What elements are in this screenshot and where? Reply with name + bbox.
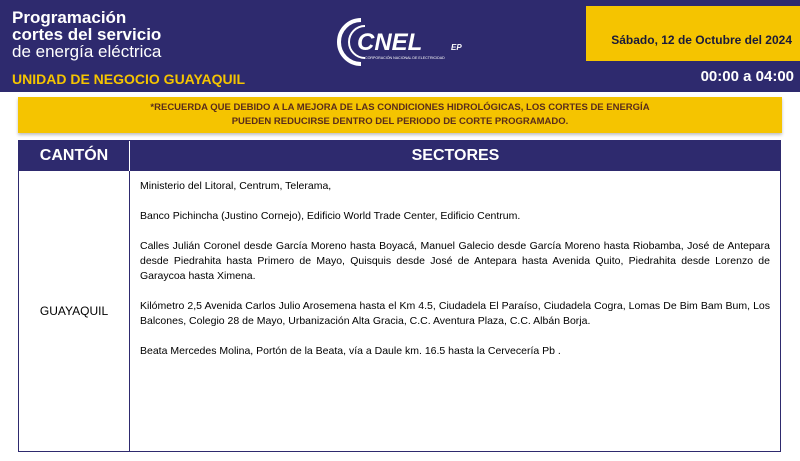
business-unit-label: UNIDAD DE NEGOCIO GUAYAQUIL — [12, 71, 246, 87]
logo-tagline: CORPORACIÓN NACIONAL DE ELECTRICIDAD — [365, 56, 445, 60]
sector-paragraph: Ministerio del Litoral, Centrum, Telerama, — [140, 180, 332, 192]
column-divider — [129, 171, 130, 451]
date-box — [586, 6, 800, 61]
logo-brand: CNEL — [357, 29, 423, 56]
notice-line: PUEDEN REDUCIRSE DENTRO DEL PERIODO DE CORTE PROGRAMADO. — [231, 116, 569, 127]
sectors-cell — [140, 179, 770, 374]
column-header-sectors: SECTORES — [129, 141, 781, 171]
sector-paragraph: Kilómetro 2,5 Avenida Carlos Julio Arosemena hasta el Km 4.5, Ciudadela El Paraíso, Ciudadela Cogra, Lomas De Bim Bam Bum, Los Balcones, Colegio 28 de Mayo, Urbanización Alta Gracia, C.C. Aventura Plaza, C.C. Albán Borja. — [140, 300, 770, 327]
notice-line: *RECUERDA QUE DEBIDO A LA MEJORA DE LAS CONDICIONES HIDROLÓGICAS, LOS CORTES DE ENERGÍA — [150, 102, 650, 113]
page-title — [12, 9, 161, 60]
sector-paragraph: Beata Mercedes Molina, Portón de la Beata, vía a Daule km. 16.5 hasta la Cervecería Pb . — [140, 345, 561, 357]
canton-cell: GUAYAQUIL — [39, 304, 109, 318]
table-header — [19, 141, 780, 171]
time-range: 00:00 a 04:00 — [700, 68, 794, 85]
column-header-canton: CANTÓN — [39, 147, 109, 164]
notice-banner — [18, 97, 782, 133]
header-banner — [0, 0, 800, 92]
sector-paragraph: Banco Pichincha (Justino Cornejo), Edificio World Trade Center, Edificio Centrum. — [140, 210, 521, 222]
cnel-logo — [335, 14, 485, 70]
date-label: Sábado, 12 de Octubre del 2024 — [611, 33, 792, 47]
title-line: cortes del servicio — [12, 25, 162, 44]
title-line: Programación — [12, 8, 127, 27]
logo-suffix: EP — [451, 43, 462, 52]
sector-paragraph: Calles Julián Coronel desde García Moreno hasta Boyacá, Manuel Galecio desde García Moreno hasta Riobamba, José de Antepara desde Piedrahita hasta Primero de Mayo, Quisquis desde José de Antepara hasta Avenida Quito, Piedrahita desde Lorenzo de Garaycoa hasta Ximena. — [140, 240, 770, 282]
title-line: de energía eléctrica — [12, 42, 162, 61]
notice-text — [150, 101, 649, 129]
schedule-table — [18, 140, 781, 452]
